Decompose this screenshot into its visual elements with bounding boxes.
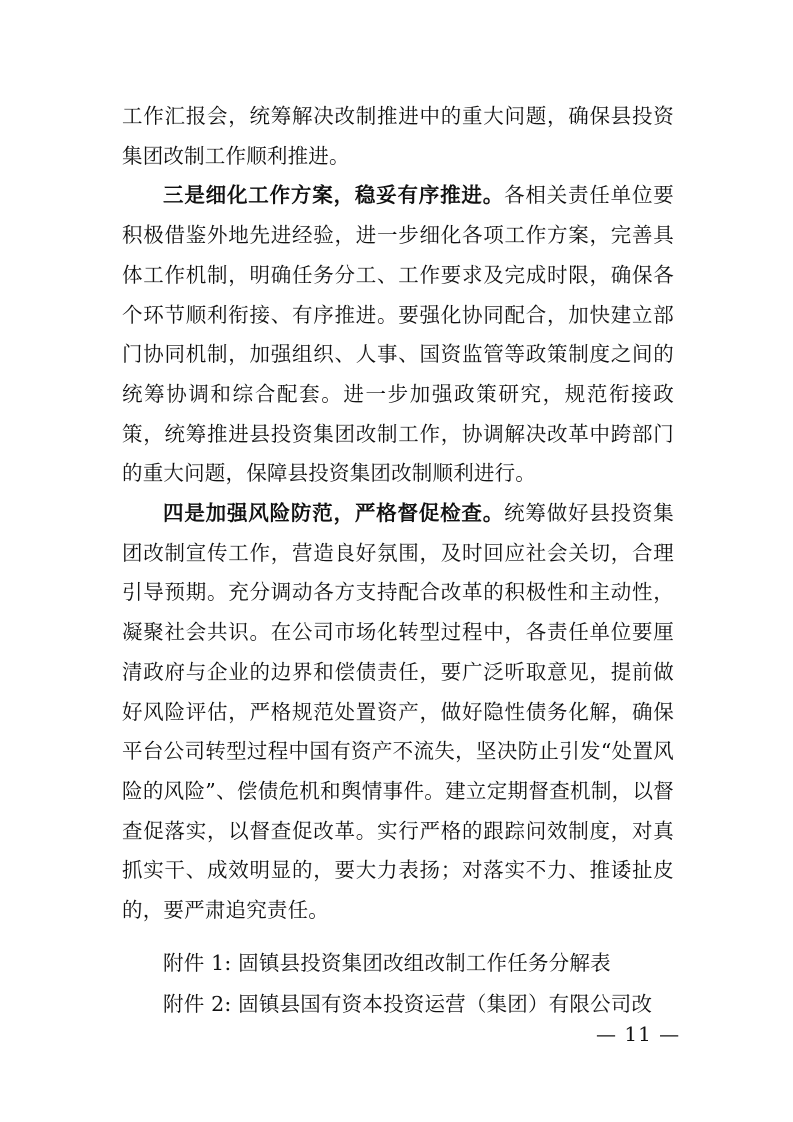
attachment-item-2: 附件 2: 固镇县国有资本投资运营（集团）有限公司改 xyxy=(163,992,653,1016)
attachment-list xyxy=(163,943,683,1025)
paragraph-continuation xyxy=(122,97,674,176)
paragraph-heading: 四是加强风险防范，严格督促检查。 xyxy=(163,501,505,526)
page-number: — 11 — xyxy=(596,1022,681,1046)
body-text xyxy=(122,97,674,931)
paragraph-workplan xyxy=(122,176,674,494)
paragraph-heading: 三是细化工作方案，稳妥有序推进。 xyxy=(163,183,505,208)
attachment-item-1: 附件 1: 固镇县投资集团改组改制工作任务分解表 xyxy=(163,951,611,975)
paragraph-risk xyxy=(122,494,674,931)
paragraph-text: 工作汇报会，统筹解决改制推进中的重大问题，确保县投资集团改制工作顺利推进。 xyxy=(122,104,674,168)
paragraph-text: 统筹做好县投资集团改制宣传工作，营造良好氛围，及时回应社会关切，合理引导预期。充分调动各方支持配合改革的积极性和主动性，凝聚社会共识。在公司市场化转型过程中，各责任单位要厘清政府与企业的边界和偿债责任，要广泛听取意见，提前做好风险评估，严格规范处置资产，做好隐性债务化解，确保平台公司转型过程中国有资产不流失，坚决防止引发“处置风险的风险”、偿债危机和舆情事件。建立定期督查机制，以督查促落实，以督查促改革。实行严格的跟踪问效制度，对真抓实干、成效明显的，要大力表扬；对落实不力、推诿扯皮的，要严肃追究责任。 xyxy=(122,501,674,923)
paragraph-text: 各相关责任单位要积极借鉴外地先进经验，进一步细化各项工作方案，完善具体工作机制，明确任务分工、工作要求及完成时限，确保各个环节顺利衔接、有序推进。要强化协同配合，加快建立部门协同机制，加强组织、人事、国资监管等政策制度之间的统筹协调和综合配套。进一步加强政策研究，规范衔接政策，统筹推进县投资集团改制工作，协调解决改革中跨部门的重大问题，保障县投资集团改制顺利进行。 xyxy=(122,183,674,486)
